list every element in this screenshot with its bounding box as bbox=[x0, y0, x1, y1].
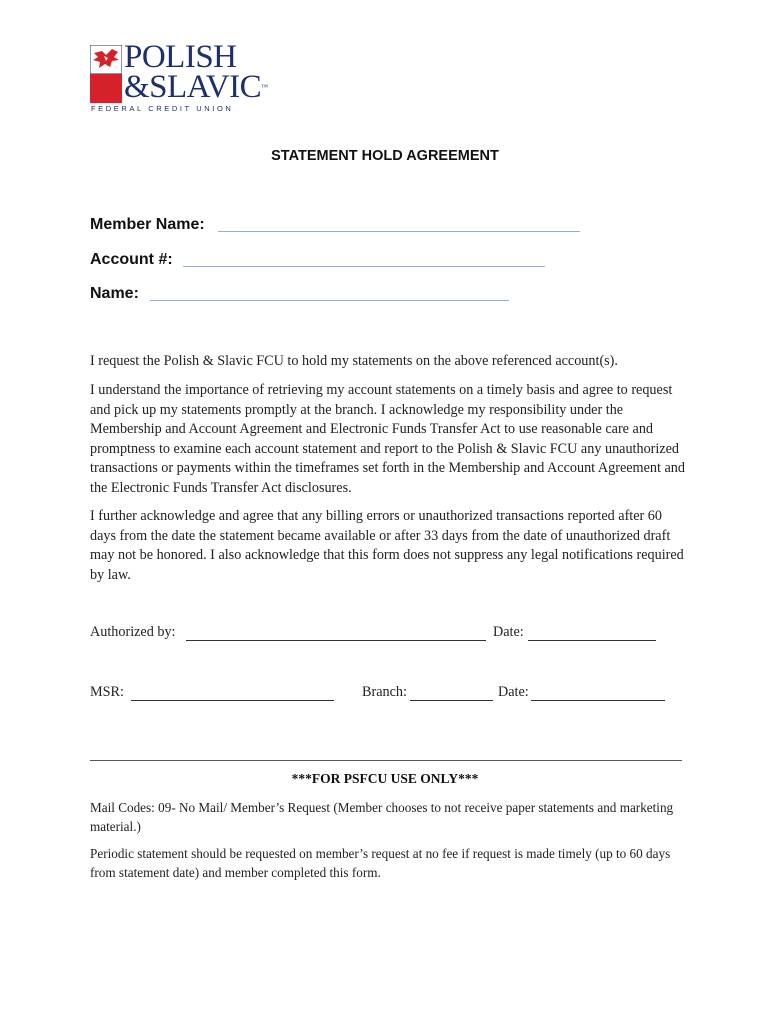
name-field[interactable] bbox=[150, 300, 509, 301]
logo bbox=[90, 39, 268, 114]
eagle-logo-icon bbox=[90, 45, 122, 103]
paragraph-acknowledgement: I further acknowledge and agree that any billing errors or unauthorized transactions reported after 60 days from the date the statement became available or after 33 days from the date of unauthorized draft may not be honored. I also acknowledge that this form does not suppress any legal notifications required by law. bbox=[90, 508, 684, 583]
mail-codes-note: Mail Codes: 09- No Mail/ Member’s Request (Member chooses to not receive paper statements and marketing material.) bbox=[90, 800, 674, 834]
logo-subtitle: FEDERAL CREDIT UNION bbox=[91, 104, 234, 113]
logo-wordmark-line1: POLISH bbox=[124, 39, 237, 75]
branch-label: Branch: bbox=[362, 684, 407, 700]
account-number-field[interactable] bbox=[183, 266, 545, 267]
periodic-statement-note: Periodic statement should be requested on member’s request at no fee if request is made timely (up to 60 days from statement date) and member completed this form. bbox=[90, 846, 671, 880]
msr-label: MSR: bbox=[90, 684, 124, 700]
authorized-by-label: Authorized by: bbox=[90, 624, 176, 640]
account-number-label: Account #: bbox=[90, 251, 173, 268]
paragraph-responsibility: I understand the importance of retrieving my account statements on a timely basis and agree to request and pick up my statements promptly at the branch. I acknowledge my responsibility under the Membership and Account Agreement and Electronic Funds Transfer Act to use reasonable care and promptness to examine each account statement and report to the Polish & Slavic FCU any unauthorized transactions or payments within the timeframes set forth in the Membership and Account Agreement and the Electronic Funds Transfer Act disclosures. bbox=[90, 382, 685, 496]
msr-field[interactable] bbox=[131, 700, 334, 701]
date-field[interactable] bbox=[528, 640, 656, 641]
logo-wordmark-line2: &SLAVIC™ bbox=[124, 69, 268, 105]
member-name-label: Member Name: bbox=[90, 216, 205, 233]
name-label: Name: bbox=[90, 285, 139, 302]
date-label: Date: bbox=[493, 624, 524, 640]
member-name-field[interactable] bbox=[218, 231, 580, 232]
authorized-by-field[interactable] bbox=[186, 640, 486, 641]
page-title: STATEMENT HOLD AGREEMENT bbox=[271, 148, 499, 164]
section-divider bbox=[90, 760, 682, 761]
paragraph-hold-request: I request the Polish & Slavic FCU to hold my statements on the above referenced account(s). bbox=[90, 353, 618, 369]
office-use-heading: ***FOR PSFCU USE ONLY*** bbox=[291, 771, 479, 786]
date-2-label: Date: bbox=[498, 684, 529, 700]
branch-field[interactable] bbox=[410, 700, 493, 701]
date-2-field[interactable] bbox=[531, 700, 665, 701]
